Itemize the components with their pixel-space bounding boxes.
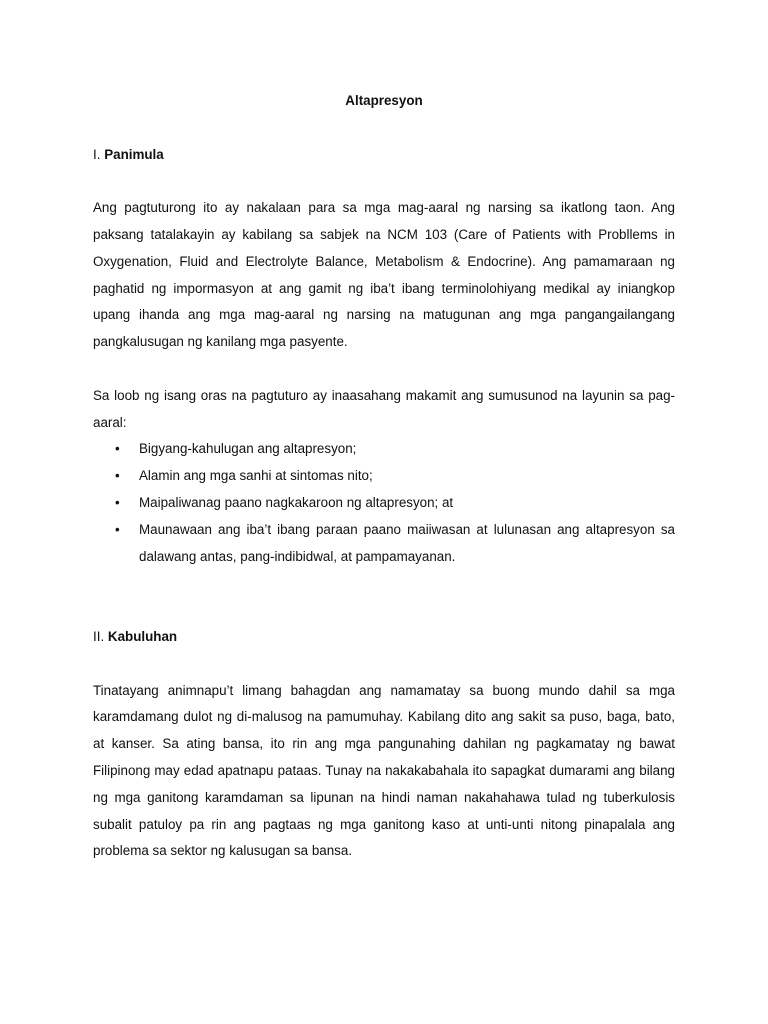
section-number: I. xyxy=(93,146,101,162)
bullet-icon: • xyxy=(115,468,120,484)
document-title: Altapresyon xyxy=(345,93,423,108)
list-item-text: Maunawaan ang iba’t ibang paraan paano maiiwasan at lulunasan ang altapresyon sa dalawang antas, pang-indibidwal, at pampamayanan. xyxy=(139,521,675,564)
list-item-text: Maipaliwanag paano nagkakaroon ng altapresyon; at xyxy=(139,494,454,510)
significance-paragraph: Tinatayang animnapu’t limang bahagdan ang namamatay sa buong mundo dahil sa mga karamdamang dulot ng di-malusog na pamumuhay. Kabilang dito ang sakit sa puso, baga, bato, at kanser. Sa ating bansa, ito rin ang mga pangunahing dahilan ng pagkamatay ng bawat Filipinong may edad apatnapu pataas. Tunay na nakakabahala ito sapagkat dumarami ang bilang ng mga ganitong karamdaman sa lipunan na hindi naman nakahahawa tulad ng tuberkulosis subalit patuloy pa rin ang pagtaas ng mga ganitong kaso at unti-unti nitong pinapalala ang problema sa sektor ng kalusugan sa bansa. xyxy=(93,682,675,859)
list-item xyxy=(93,490,675,517)
section-heading-panimula xyxy=(93,142,675,169)
bullet-icon: • xyxy=(115,521,120,537)
section-heading-kabuluhan xyxy=(93,624,675,651)
bullet-icon: • xyxy=(115,494,120,510)
section-title: Kabuluhan xyxy=(107,628,178,644)
document-body xyxy=(93,88,675,865)
intro-paragraph: Ang pagtuturong ito ay nakalaan para sa mga mag-aaral ng narsing sa ikatlong taon. Ang paksang tatalakayin ay kabilang sa sabjek na NCM 103 (Care of Patients with Probllems in Oxygenation, Fluid and Electrolyte Balance, Metabolism & Endocrine). Ang pamamaraan ng paghatid ng impormasyon at ang gamit ng iba’t ibang terminolohiyang medikal ay iniangkop upang ihanda ang mga mag-aaral ng narsing na matugunan ang mga pangangailangang pangkalusugan ng kanilang mga pasyente. xyxy=(93,200,675,350)
list-item xyxy=(93,463,675,490)
list-item xyxy=(93,436,675,463)
objectives-intro-paragraph: Sa loob ng isang oras na pagtuturo ay inaasahang makamit ang sumusunod na layunin sa pag-aaral: xyxy=(93,387,675,430)
section-number: II. xyxy=(93,628,105,644)
list-item-text: Alamin ang mga sanhi at sintomas nito; xyxy=(139,468,373,484)
objectives-list xyxy=(93,436,675,570)
list-item xyxy=(93,517,675,571)
list-item-text: Bigyang-kahulugan ang altapresyon; xyxy=(139,441,357,457)
section-title: Panimula xyxy=(104,146,164,162)
bullet-icon: • xyxy=(115,441,120,457)
